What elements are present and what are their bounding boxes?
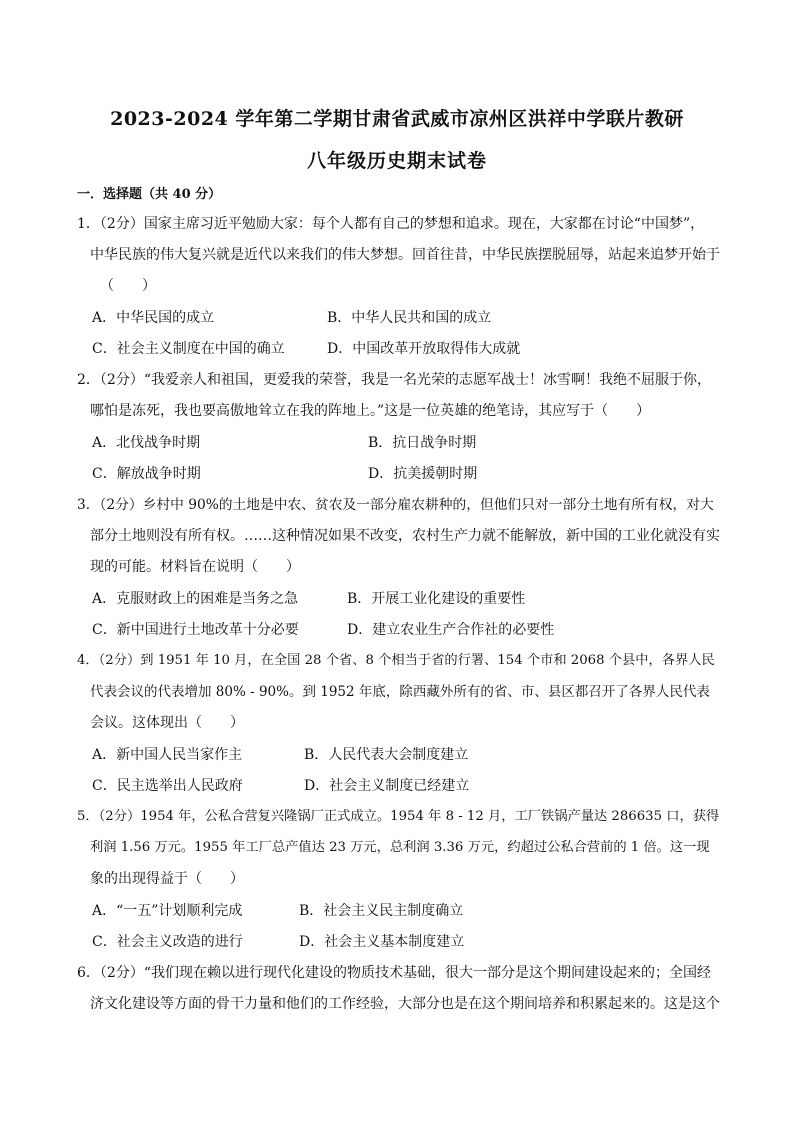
question-1-option-a[interactable]: A．中华民国的成立 <box>92 310 215 326</box>
question-6-line-2: 济文化建设等方面的骨干力量和他们的工作经验，大部分也是在这个期间培养和积累起来的。这是这个 <box>90 996 720 1012</box>
question-5-option-c[interactable]: C．社会主义改造的进行 <box>92 934 243 950</box>
section-heading: 一．选择题（共 40 分） <box>77 187 222 202</box>
question-1-line-3: （ ） <box>100 278 156 294</box>
question-2-option-b[interactable]: B．抗日战争时期 <box>368 435 477 451</box>
question-3-option-d[interactable]: D．建立农业生产合作社的必要性 <box>347 622 555 638</box>
question-4-option-b[interactable]: B．人民代表大会制度建立 <box>304 747 469 763</box>
question-5-option-d[interactable]: D．社会主义基本制度建立 <box>299 934 465 950</box>
question-2-option-c[interactable]: C．解放战争时期 <box>92 466 201 482</box>
question-5-line-2: 利润 1.56 万元。1955 年工厂总产值达 23 万元，总利润 3.36 万元，约超过公私合营前的 1 倍。这一现 <box>90 840 710 855</box>
question-2-line-2: 哪怕是冻死，我也要高傲地耸立在我的阵地上。”这是一位英雄的绝笔诗，其应写于（ ） <box>90 403 651 419</box>
question-3-line-2: 部分土地则没有所有权。……这种情况如果不改变，农村生产力就不能解放，新中国的工业化就没有实 <box>90 528 720 544</box>
question-3-option-b[interactable]: B．开展工业化建设的重要性 <box>347 591 526 607</box>
question-4-option-c[interactable]: C．民主选举出人民政府 <box>92 778 243 794</box>
question-3-option-a[interactable]: A．克服财政上的困难是当务之急 <box>92 591 299 607</box>
question-2-option-d[interactable]: D．抗美援朝时期 <box>368 466 478 482</box>
question-6-line-1: 6．（2分）“我们现在赖以进行现代化建设的物质技术基础，很大一部分是这个期间建设起来的；全国经 <box>77 965 711 981</box>
question-4-line-1: 4．（2分）到 1951 年 10 月，在全国 28 个省、8 个相当于省的行署、154 个市和 2068 个县中，各界人民 <box>77 653 715 668</box>
question-1-line-1: 1．（2分）国家主席习近平勉励大家：每个人都有自己的梦想和追求。现在，大家都在讨论“中国梦”， <box>77 216 705 232</box>
question-2-option-a[interactable]: A．北伐战争时期 <box>92 435 201 451</box>
question-4-option-a[interactable]: A．新中国人民当家作主 <box>92 747 243 763</box>
question-5-line-1: 5．（2分）1954 年，公私合营复兴隆锅厂正式成立。1954 年 8 - 12 月，工厂铁锅产量达 286635 口，获得 <box>77 809 720 824</box>
question-5-option-a[interactable]: A．“一五”计划顺利完成 <box>92 903 243 919</box>
question-1-option-c[interactable]: C．社会主义制度在中国的确立 <box>92 341 285 357</box>
question-3-line-3: 现的可能。材料旨在说明（ ） <box>90 559 300 575</box>
question-5-option-b[interactable]: B．社会主义民主制度确立 <box>299 903 464 919</box>
question-3-option-c[interactable]: C．新中国进行土地改革十分必要 <box>92 622 299 638</box>
exam-title-line1: 2023-2024 学年第二学期甘肃省武威市凉州区洪祥中学联片教研 <box>110 108 684 130</box>
question-1-line-2: 中华民族的伟大复兴就是近代以来我们的伟大梦想。回首往昔，中华民族摆脱屈辱，站起来追梦开始于 <box>90 247 720 263</box>
question-3-line-1: 3．（2分）乡村中 90%的土地是中农、贫农及一部分雇农耕种的，但他们只对一部分土地有所有权，对大 <box>77 497 714 513</box>
question-1-option-b[interactable]: B．中华人民共和国的成立 <box>327 310 492 326</box>
question-4-line-3: 会议。这体现出（ ） <box>90 715 244 731</box>
exam-title-line2: 八年级历史期末试卷 <box>306 150 487 172</box>
question-2-line-1: 2．（2分）“我爱亲人和祖国，更爱我的荣誉，我是一名光荣的志愿军战士！冰雪啊！我绝不屈服于你， <box>77 372 711 388</box>
question-5-line-3: 象的出现得益于（ ） <box>90 871 244 887</box>
question-1-option-d[interactable]: D．中国改革开放取得伟大成就 <box>327 341 521 357</box>
question-4-line-2: 代表会议的代表增加 80% - 90%。到 1952 年底，除西藏外所有的省、市、县区都召开了各界人民代表 <box>90 684 710 700</box>
question-4-option-d[interactable]: D．社会主义制度已经建立 <box>304 778 470 794</box>
